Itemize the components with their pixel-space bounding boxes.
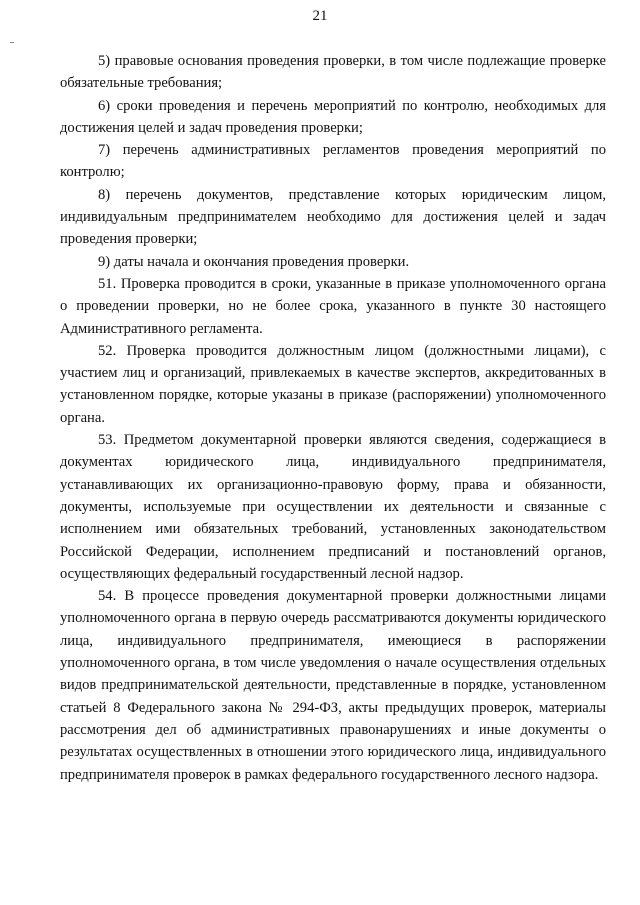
document-body: [60, 50, 606, 786]
margin-mark: [10, 42, 14, 43]
list-item-8-documents: 8) перечень документов, представление которых юридическим лицом, индивидуальным предпринимателем необходимо для достижения целей и задач проведения проверки;: [60, 186, 606, 248]
list-item-5-legal-grounds: 5) правовые основания проведения проверки, в том числе подлежащие проверке обязательные требования;: [60, 53, 606, 92]
list-item-9-dates: 9) даты начала и окончания проведения проверки.: [98, 253, 410, 270]
list-item-6-terms: 6) сроки проведения и перечень мероприятий по контролю, необходимых для достижения целей и задач проведения проверки;: [60, 97, 606, 136]
clause-51: 51. Проверка проводится в сроки, указанные в приказе уполномоченного органа о проведении проверки, но не более срока, указанного в пункте 30 настоящего Административного регламента.: [60, 275, 606, 337]
list-item-7-regulations: 7) перечень административных регламентов проведения мероприятий по контролю;: [60, 142, 606, 181]
clause-52: 52. Проверка проводится должностным лицом (должностными лицами), с участием лиц и организаций, привлекаемых в качестве экспертов, аккредитованных в установленном порядке, которые указаны в приказе (распоряжении) уполномоченного органа.: [60, 342, 606, 426]
page-number: 21: [312, 8, 328, 24]
clause-54: 54. В процессе проведения документарной проверки должностными лицами уполномоченного органа в первую очередь рассматриваются документы юридического лица, индивидуального предпринимателя, имеющиеся в распоряжении уполномоченного органа, в том числе уведомления о начале осуществления отдельных видов предпринимательской деятельности, представленные в порядке, установленном статьей 8 Федерального закона № 294-ФЗ, акты предыдущих проверок, материалы рассмотрения дел об административных правонарушениях и иные документы о результатах осуществленных в отношении этого юридического лица, индивидуального предпринимателя проверок в рамках федерального государственного лесного надзора.: [60, 588, 606, 783]
clause-53: 53. Предметом документарной проверки являются сведения, содержащиеся в документах юридического лица, индивидуального предпринимателя, устанавливающих их организационно-правовую форму, права и обязанности, документы, используемые при осуществлении их деятельности и связанные с исполнением ими обязательных требований, установленных законодательством Российской Федерации, исполнением предписаний и постановлений органов, осуществляющих федеральный государственный лесной надзор.: [60, 432, 606, 582]
